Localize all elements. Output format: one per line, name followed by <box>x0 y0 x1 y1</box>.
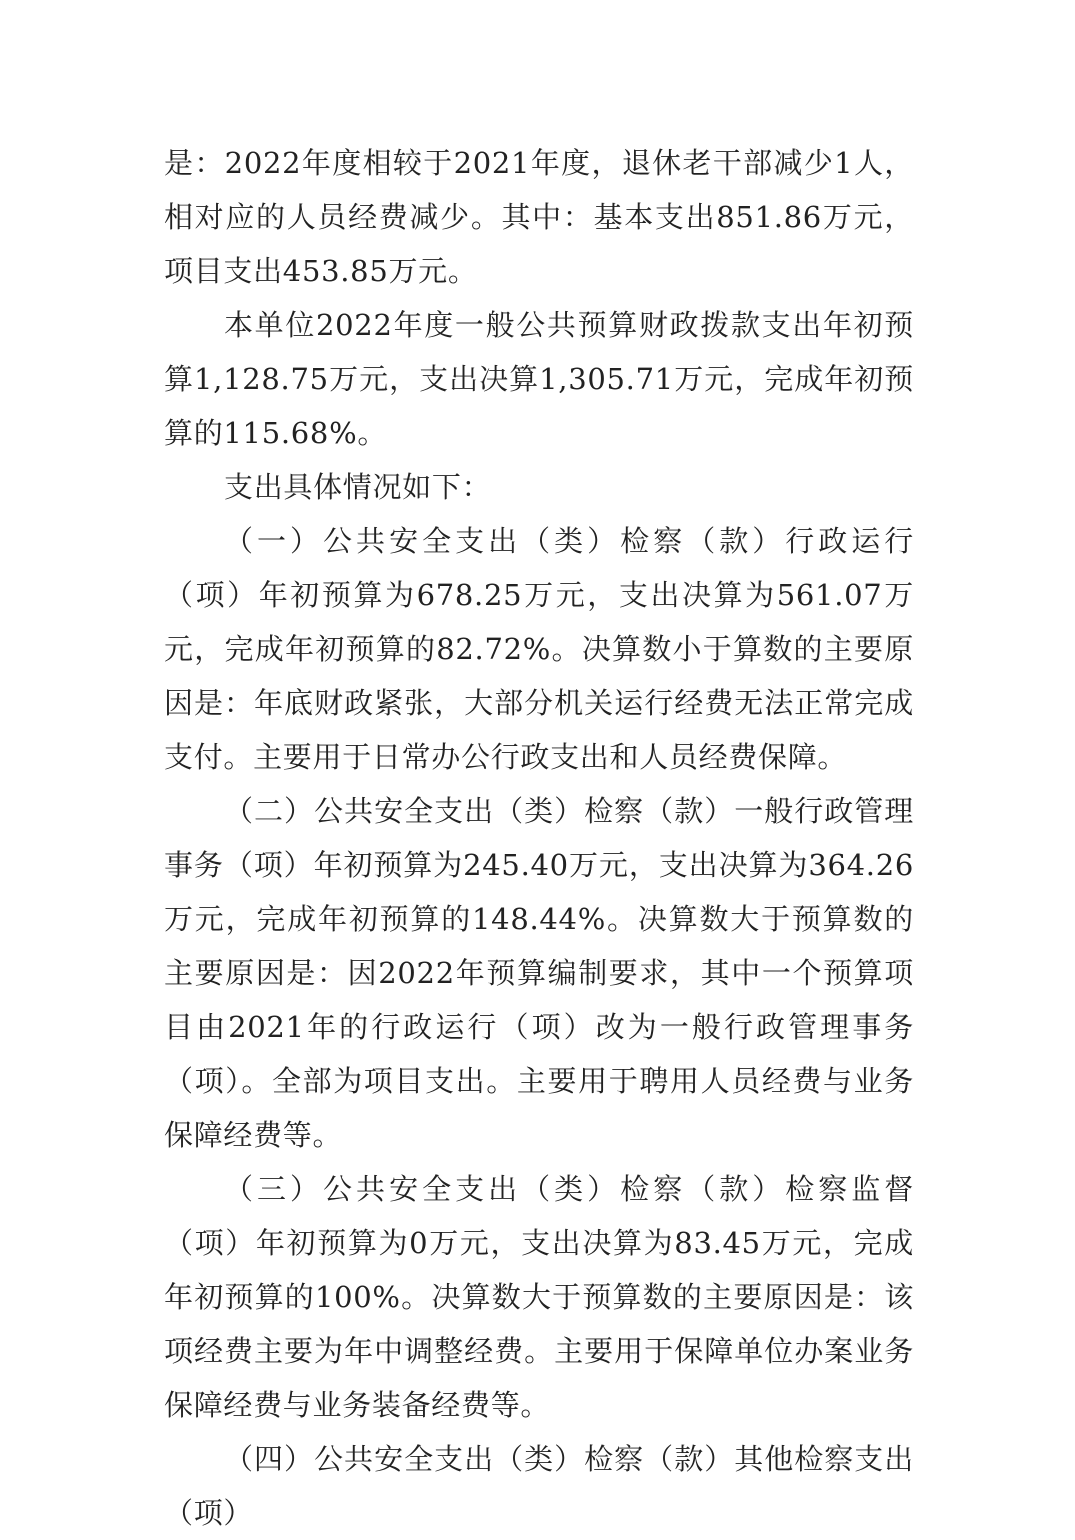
paragraph-item-1: （一）公共安全支出（类）检察（款）行政运行（项）年初预算为678.25万元，支出决算为561.07万元，完成年初预算的82.72%。决算数小于算数的主要原因是：年底财政紧张，大部分机关运行经费无法正常完成支付。主要用于日常办公行政支出和人员经费保障。 <box>164 524 914 774</box>
paragraph-intro: 支出具体情况如下： <box>224 470 492 504</box>
paragraph-budget-summary: 本单位2022年度一般公共预算财政拨款支出年初预算1,128.75万元，支出决算1,305.71万元，完成年初预算的115.68%。 <box>164 308 914 450</box>
paragraph-item-3: （三）公共安全支出（类）检察（款）检察监督（项）年初预算为0万元，支出决算为83.45万元，完成年初预算的100%。决算数大于预算数的主要原因是：该项经费主要为年中调整经费。主要用于保障单位办案业务保障经费与业务装备经费等。 <box>164 1172 914 1422</box>
paragraph-item-4: （四）公共安全支出（类）检察（款）其他检察支出（项） <box>164 1442 914 1530</box>
paragraph-continuation: 是：2022年度相较于2021年度，退休老干部减少1人，相对应的人员经费减少。其中：基本支出851.86万元，项目支出453.85万元。 <box>164 146 914 288</box>
paragraph-item-2: （二）公共安全支出（类）检察（款）一般行政管理事务（项）年初预算为245.40万元，支出决算为364.26万元，完成年初预算的148.44%。决算数大于预算数的主要原因是：因2022年预算编制要求，其中一个预算项目由2021年的行政运行（项）改为一般行政管理事务（项）。全部为项目支出。主要用于聘用人员经费与业务保障经费等。 <box>164 794 914 1152</box>
document-body <box>164 136 914 1540</box>
